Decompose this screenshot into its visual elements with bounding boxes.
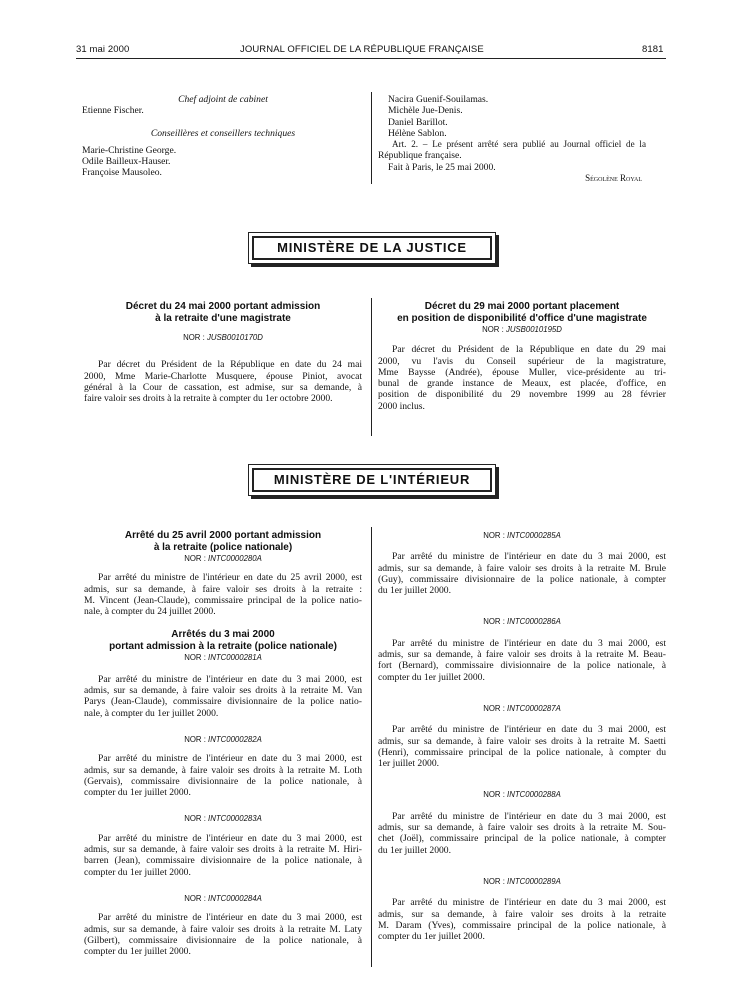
body-line: Mme Baysse (Andrée), épouse Muller, vice-présidente au tri-: [378, 366, 666, 378]
body-line: admis, sur sa demande, à faire valoir ses droits à la retraite M. Loth: [84, 764, 362, 776]
header-page-number: 8181: [642, 44, 664, 55]
nor-reference: [378, 789, 666, 800]
article-2-line: République française.: [378, 150, 462, 162]
body-line: faire valoir ses droits à la retraite à compter du 1er octobre 2000.: [84, 393, 333, 405]
body-line: Par arrêté du ministre de l'intérieur en date du 3 mai 2000, est: [392, 810, 666, 822]
column-divider: [371, 92, 372, 184]
arrete-title: portant admission à la retraite (police nationale): [109, 640, 337, 652]
nor-code: INTC0000285A: [507, 531, 561, 540]
nor-reference: [84, 734, 362, 745]
body-line: nale, à compter du 1er juillet 2000.: [84, 707, 219, 719]
signature: Ségolène Royal: [585, 173, 642, 184]
body-line: compter du 1er juillet 2000.: [84, 946, 191, 958]
nor-reference: [84, 813, 362, 824]
name-line: Nacira Guenif-Souilamas.: [388, 94, 489, 105]
body-line: admis, sur sa demande, à faire valoir ses droits à la retraite M. Brule: [378, 562, 666, 574]
nor-reference: [84, 553, 362, 564]
nor-reference: [378, 530, 666, 541]
body-line: 1er juillet 2000.: [378, 758, 440, 770]
body-line: (Henri), commissaire principal de la police nationale, à compter du: [378, 746, 666, 758]
body-line: général à la Cour de cassation, est admise, sur sa demande, à: [84, 381, 362, 393]
nor-code: JUSB0010195D: [505, 325, 562, 334]
body-line: (Gilbert), commissaire divisionnaire de la police nationale, à: [84, 934, 362, 946]
arrete-body: [84, 572, 362, 617]
nor-code: INTC0000280A: [208, 554, 262, 563]
body-line: M. Daram (Yves), commissaire principal de la police nationale, à: [378, 919, 666, 931]
decree-title: Décret du 29 mai 2000 portant placement: [424, 301, 620, 312]
nor-reference: [378, 616, 666, 627]
body-line: M. Vincent (Jean-Claude), commissaire principal de la police natio-: [84, 594, 362, 606]
body-line: chet (Joël), commissaire principal de la police nationale, à compter: [378, 833, 666, 845]
body-line: Par arrêté du ministre de l'intérieur en date du 3 mai 2000, est: [392, 897, 666, 909]
chef-name: Etienne Fischer.: [82, 105, 144, 117]
decree-body: [84, 359, 362, 404]
name-line: Françoise Mausoleo.: [82, 167, 162, 179]
body-line: Par arrêté du ministre de l'intérieur en date du 3 mai 2000, est: [392, 637, 666, 649]
body-line: Par arrêté du ministre de l'intérieur en date du 3 mai 2000, est: [98, 912, 362, 924]
body-line: admis, sur sa demande, à faire valoir ses droits à la retraite M. Laty: [84, 923, 362, 935]
body-line: (Gervais), commissaire divisionnaire de la police nationale, à: [84, 775, 362, 787]
body-line: admis, sur sa demande, à faire valoir ses droits à la retraite M. Hiri-: [84, 844, 362, 856]
body-line: Par arrêté du ministre de l'intérieur en date du 3 mai 2000, est: [392, 724, 666, 736]
fait-a-paris: Fait à Paris, le 25 mai 2000.: [388, 161, 496, 173]
arrete-title: Arrêté du 25 avril 2000 portant admission: [124, 530, 322, 541]
nor-code: INTC0000283A: [208, 814, 262, 824]
body-line: admis, sur sa demande, à faire valoir ses droits à la retraite M. Saetti: [378, 735, 666, 747]
arrete-body: [84, 912, 362, 957]
body-line: 2000, Mme Marie-Charlotte Musquere, épouse Piniot, avocat: [84, 370, 362, 382]
nor-code: INTC0000282A: [208, 734, 262, 744]
name-line: Odile Bailleux-Hauser.: [82, 156, 171, 168]
body-line: nale, à compter du 24 juillet 2000.: [84, 606, 216, 618]
body-line: compter du 1er juillet 2000.: [378, 931, 485, 943]
body-line: Par arrêté du ministre de l'intérieur en date du 3 mai 2000, est: [98, 673, 362, 685]
body-line: Par arrêté du ministre de l'intérieur en date du 25 avril 2000, est: [98, 572, 362, 584]
nor-code: INTC0000287A: [507, 703, 561, 713]
left-names-list: [82, 145, 364, 179]
justice-left-decree: [84, 301, 362, 404]
nor-label: NOR :: [483, 703, 505, 713]
name-line: Marie-Christine George.: [82, 144, 177, 156]
body-line: barren (Jean), commissaire divisionnaire de la police nationale, à: [84, 855, 362, 867]
body-line: admis, sur sa demande, à faire valoir ses droits à la retraite :: [84, 583, 362, 595]
nor-code: INTC0000281A: [208, 653, 262, 663]
nor-label: NOR :: [184, 814, 206, 824]
justice-right-decree: [378, 301, 666, 412]
body-line: admis, sur sa demande, à faire valoir ses droits à la retraite: [378, 908, 666, 920]
nor-label: NOR :: [184, 893, 206, 903]
name-line: Hélène Sablon.: [388, 127, 447, 139]
body-line: 2000, vu l'avis du Conseil supérieur de la magistrature,: [378, 355, 666, 367]
body-line: du 1er juillet 2000.: [378, 844, 452, 856]
nor-label: NOR :: [483, 617, 505, 627]
nor-reference: [84, 332, 362, 343]
body-line: (Guy), commissaire divisionnaire de la police nationale, à compter: [378, 573, 666, 585]
arrete-body: [378, 638, 666, 683]
body-line: fort (Bernard), commissaire divisionnaire de la police nationale, à: [378, 660, 666, 672]
arrete-body: [84, 833, 362, 878]
conseil-title: Conseillères et conseillers techniques: [150, 127, 296, 139]
ministry-box-justice: [248, 232, 496, 264]
body-line: position de disponibilité du 29 novembre 1999 au 28 février: [378, 389, 666, 401]
body-line: 2000 inclus.: [378, 400, 425, 412]
body-line: Par décret du Président de la République en date du 24 mai: [98, 359, 362, 371]
body-line: compter du 1er juillet 2000.: [84, 787, 191, 799]
nor-label: NOR :: [184, 734, 206, 744]
arrete-body: [84, 753, 362, 798]
interieur-right-column: [378, 530, 666, 942]
ministry-box-interieur: [248, 464, 496, 496]
body-line: admis, sur sa demande, à faire valoir ses droits à la retraite M. Sou-: [378, 822, 666, 834]
nor-label: NOR :: [482, 325, 504, 334]
nor-code: INTC0000286A: [507, 617, 561, 627]
ministry-title: MINISTÈRE DE LA JUSTICE: [252, 236, 492, 260]
body-line: Par décret du Président de la République en date du 29 mai: [392, 344, 666, 356]
body-line: Par arrêté du ministre de l'intérieur en date du 3 mai 2000, est: [392, 551, 666, 563]
nor-label: NOR :: [184, 554, 206, 563]
nor-reference: [84, 652, 362, 663]
nor-label: NOR :: [183, 333, 205, 342]
arrete-body: [378, 551, 666, 596]
top-left-block: [82, 94, 364, 179]
nor-label: NOR :: [483, 876, 505, 886]
decree-title: Décret du 24 mai 2000 portant admission: [125, 301, 321, 312]
nor-reference: [378, 876, 666, 887]
header-date: 31 mai 2000: [76, 44, 130, 55]
body-line: bunal de grande instance de Meaux, est placée, d'office, en: [378, 378, 666, 390]
header-rule: [76, 58, 666, 59]
column-divider: [371, 298, 372, 436]
nor-reference: [378, 703, 666, 714]
arrete-body: [84, 674, 362, 719]
arrete-body: [378, 811, 666, 856]
name-line: Michèle Jue-Denis.: [388, 105, 463, 117]
arrete-body: [378, 724, 666, 769]
nor-code: JUSB0010170D: [206, 333, 263, 342]
decree-body: [378, 344, 666, 412]
body-line: admis, sur sa demande, à faire valoir ses droits à la retraite M. Van: [84, 685, 362, 697]
nor-label: NOR :: [483, 531, 505, 540]
arrete-title: Arrêtés du 3 mai 2000: [171, 629, 275, 641]
decree-title: à la retraite d'une magistrate: [155, 312, 291, 324]
nor-reference: [84, 893, 362, 904]
header-journal-title: JOURNAL OFFICIEL DE LA RÉPUBLIQUE FRANÇAISE: [240, 44, 484, 55]
arrete-body: [378, 897, 666, 942]
decree-title: en position de disponibilité d'office d'une magistrate: [397, 312, 647, 324]
arrete-title: à la retraite (police nationale): [153, 541, 293, 553]
nor-label: NOR :: [483, 790, 505, 800]
body-line: admis, sur sa demande, à faire valoir ses droits à la retraite M. Beau-: [378, 649, 666, 661]
body-line: Par arrêté du ministre de l'intérieur en date du 3 mai 2000, est: [98, 753, 362, 765]
body-line: Parys (Jean-Claude), commissaire divisionnaire de la police natio-: [84, 696, 362, 708]
nor-label: NOR :: [184, 653, 206, 663]
body-line: Par arrêté du ministre de l'intérieur en date du 3 mai 2000, est: [98, 832, 362, 844]
column-divider: [371, 527, 372, 967]
body-line: compter du 1er juillet 2000.: [84, 866, 191, 878]
nor-code: INTC0000284A: [208, 893, 262, 903]
ministry-title: MINISTÈRE DE L'INTÉRIEUR: [252, 468, 492, 492]
body-line: compter du 1er juillet 2000.: [378, 671, 485, 683]
article-2-line: Art. 2. – Le présent arrêté sera publié au Journal officiel de la: [392, 139, 646, 150]
nor-reference: [378, 324, 666, 335]
body-line: du 1er juillet 2000.: [378, 585, 452, 597]
top-right-block: [378, 94, 646, 184]
interieur-left-column: [84, 530, 362, 957]
nor-code: INTC0000288A: [507, 790, 561, 800]
nor-code: INTC0000289A: [507, 876, 561, 886]
chef-title: Chef adjoint de cabinet: [178, 94, 268, 105]
name-line: Daniel Barillot.: [388, 116, 448, 128]
